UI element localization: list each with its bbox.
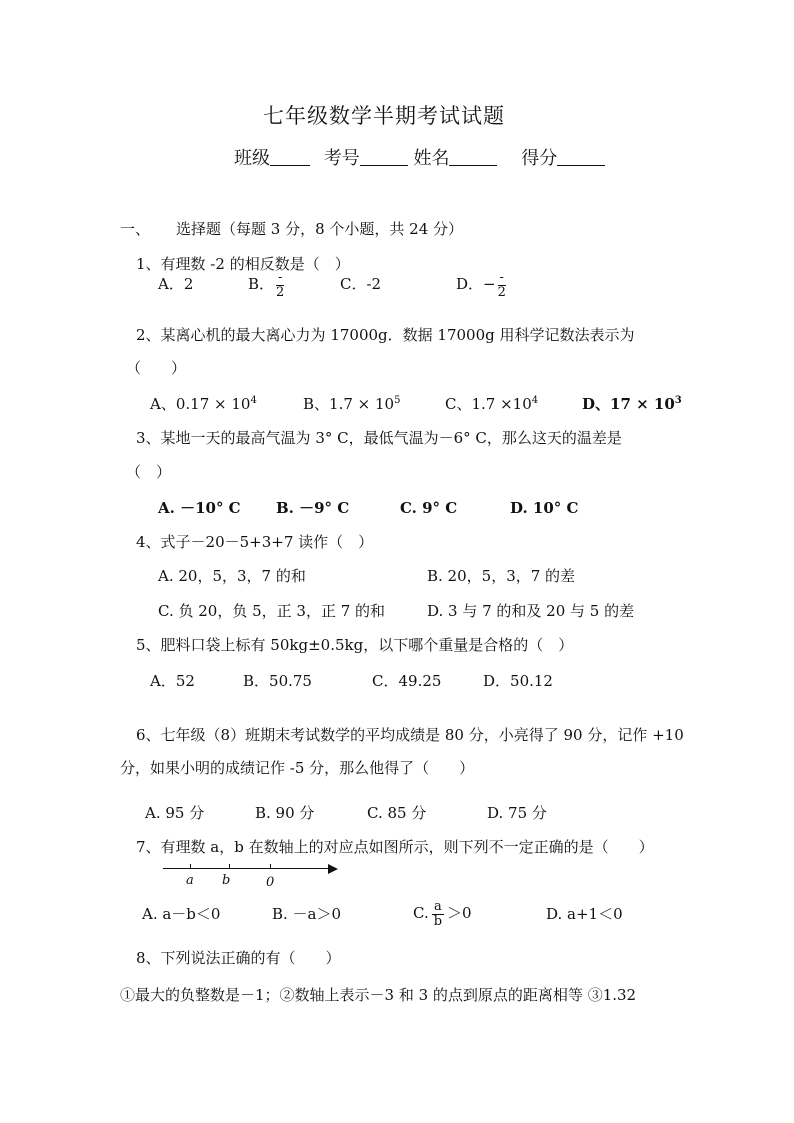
q2-paren: （ ） — [126, 359, 187, 377]
exam-no-label: 考号 — [323, 148, 360, 169]
q6-option-c: C. 85 分 — [367, 804, 427, 822]
q1-option-b-prefix: B． — [248, 275, 275, 294]
q7-option-c-prefix: C. — [413, 904, 429, 923]
q2-b-base: B、1.7 × 10 — [303, 395, 395, 413]
q7-c-denominator: b — [433, 913, 443, 929]
q6-line-2: 分，如果小明的成绩记作 -5 分，那么他得了（ ） — [120, 759, 475, 777]
q1-option-d — [456, 271, 508, 299]
number-line-axis — [163, 868, 331, 869]
number-line-arrow — [328, 864, 338, 874]
q2-stem: 2、某离心机的最大离心力为 17000g．数据 17000g 用科学记数法表示为 — [136, 326, 635, 344]
q8-line-1: ①最大的负整数是－1；②数轴上表示－3 和 3 的点到原点的距离相等 ③1.32 — [120, 986, 637, 1004]
q1-option-d-prefix: D．− — [456, 275, 496, 294]
q7-option-c — [413, 900, 472, 928]
section-number: 一、 — [120, 220, 151, 238]
q2-option-a — [150, 396, 257, 412]
q7-option-d: D. a+1＜0 — [546, 905, 623, 923]
q3-option-a: A. －10° C — [158, 499, 241, 517]
q8-stem: 8、下列说法正确的有（ ） — [136, 949, 341, 967]
q6-option-b: B. 90 分 — [255, 804, 315, 822]
q1-option-a: A．2 — [158, 275, 194, 293]
q2-b-exponent: 5 — [394, 395, 401, 406]
name-label: 姓名 — [413, 148, 450, 169]
q7-stem: 7、有理数 a，b 在数轴上的对应点如图所示，则下列不一定正确的是（ ） — [136, 838, 654, 856]
section-heading: 选择题（每题 3 分，8 个小题，共 24 分） — [176, 220, 464, 238]
name-blank — [449, 149, 497, 166]
student-info-row — [234, 149, 605, 168]
q5-stem: 5、肥料口袋上标有 50kg±0.5kg，以下哪个重量是合格的（ ） — [136, 636, 574, 654]
q4-option-a: A. 20，5，3，7 的和 — [158, 567, 306, 585]
q2-option-b — [303, 396, 400, 412]
exam-no-blank — [360, 149, 408, 166]
q2-c-exponent: 4 — [531, 395, 539, 406]
q2-option-d — [582, 396, 682, 412]
q2-option-c — [445, 396, 538, 412]
q3-option-c: C. 9° C — [400, 499, 458, 517]
q6-line-1: 6、七年级（8）班期末考试数学的平均成绩是 80 分，小亮得了 90 分，记作 +10 — [136, 726, 684, 744]
q3-option-b: B. －9° C — [276, 499, 350, 517]
q5-option-d: D．50.12 — [483, 672, 553, 690]
q1-d-denominator: 2 — [497, 284, 506, 300]
q3-stem: 3、某地一天的最高气温为 3° C，最低气温为－6° C，那么这天的温差是 — [136, 429, 622, 447]
q4-option-d: D. 3 与 7 的和及 20 与 5 的差 — [427, 602, 635, 620]
q1-option-d-fraction — [496, 271, 508, 299]
q7-option-a: A. a－b＜0 — [142, 905, 221, 923]
class-label: 班级 — [234, 148, 270, 169]
class-blank — [270, 149, 310, 166]
q3-paren: （ ） — [126, 463, 172, 481]
q2-d-exponent: 3 — [674, 395, 682, 406]
number-line-tick-b — [229, 864, 230, 869]
page-title: 七年级数学半期考试试题 — [263, 104, 505, 128]
number-line-tick-a — [190, 864, 191, 869]
q1-option-b — [248, 271, 286, 299]
q1-d-numerator: - — [499, 270, 504, 285]
q6-option-d: D. 75 分 — [487, 804, 547, 822]
q5-option-b: B．50.75 — [243, 672, 312, 690]
q4-option-b: B. 20，5，3，7 的差 — [427, 567, 576, 585]
q7-option-b: B. －a＞0 — [272, 905, 342, 923]
q1-b-numerator: - — [277, 270, 283, 285]
q2-d-base: D、17 × 10 — [582, 395, 675, 413]
q5-option-a: A．52 — [150, 672, 195, 690]
q1-stem: 1、有理数 -2 的相反数是（ ） — [136, 255, 350, 273]
q7-option-c-fraction — [432, 900, 444, 928]
q6-option-a: A. 95 分 — [145, 804, 205, 822]
number-line-label-b: b — [222, 873, 231, 888]
q5-option-c: C．49.25 — [372, 672, 442, 690]
q1-option-b-fraction — [274, 271, 286, 299]
q1-option-c: C．-2 — [340, 275, 382, 293]
q7-c-numerator: a — [434, 899, 442, 914]
number-line-tick-0 — [270, 864, 271, 869]
q2-a-base: A、0.17 × 10 — [150, 395, 251, 413]
q1-b-denominator: 2 — [276, 284, 285, 300]
q3-option-d: D. 10° C — [510, 499, 579, 517]
q7-option-c-suffix: ＞0 — [447, 904, 472, 923]
number-line-label-a: a — [186, 873, 194, 888]
q4-stem: 4、式子－20－5+3+7 读作（ ） — [136, 533, 374, 551]
q2-a-exponent: 4 — [250, 395, 257, 406]
number-line-label-0: 0 — [266, 875, 275, 890]
score-label: 得分 — [521, 148, 558, 169]
q4-option-c: C. 负 20，负 5，正 3，正 7 的和 — [158, 602, 386, 620]
score-blank — [557, 149, 605, 166]
q2-c-base: C、1.7 ×10 — [445, 395, 532, 413]
